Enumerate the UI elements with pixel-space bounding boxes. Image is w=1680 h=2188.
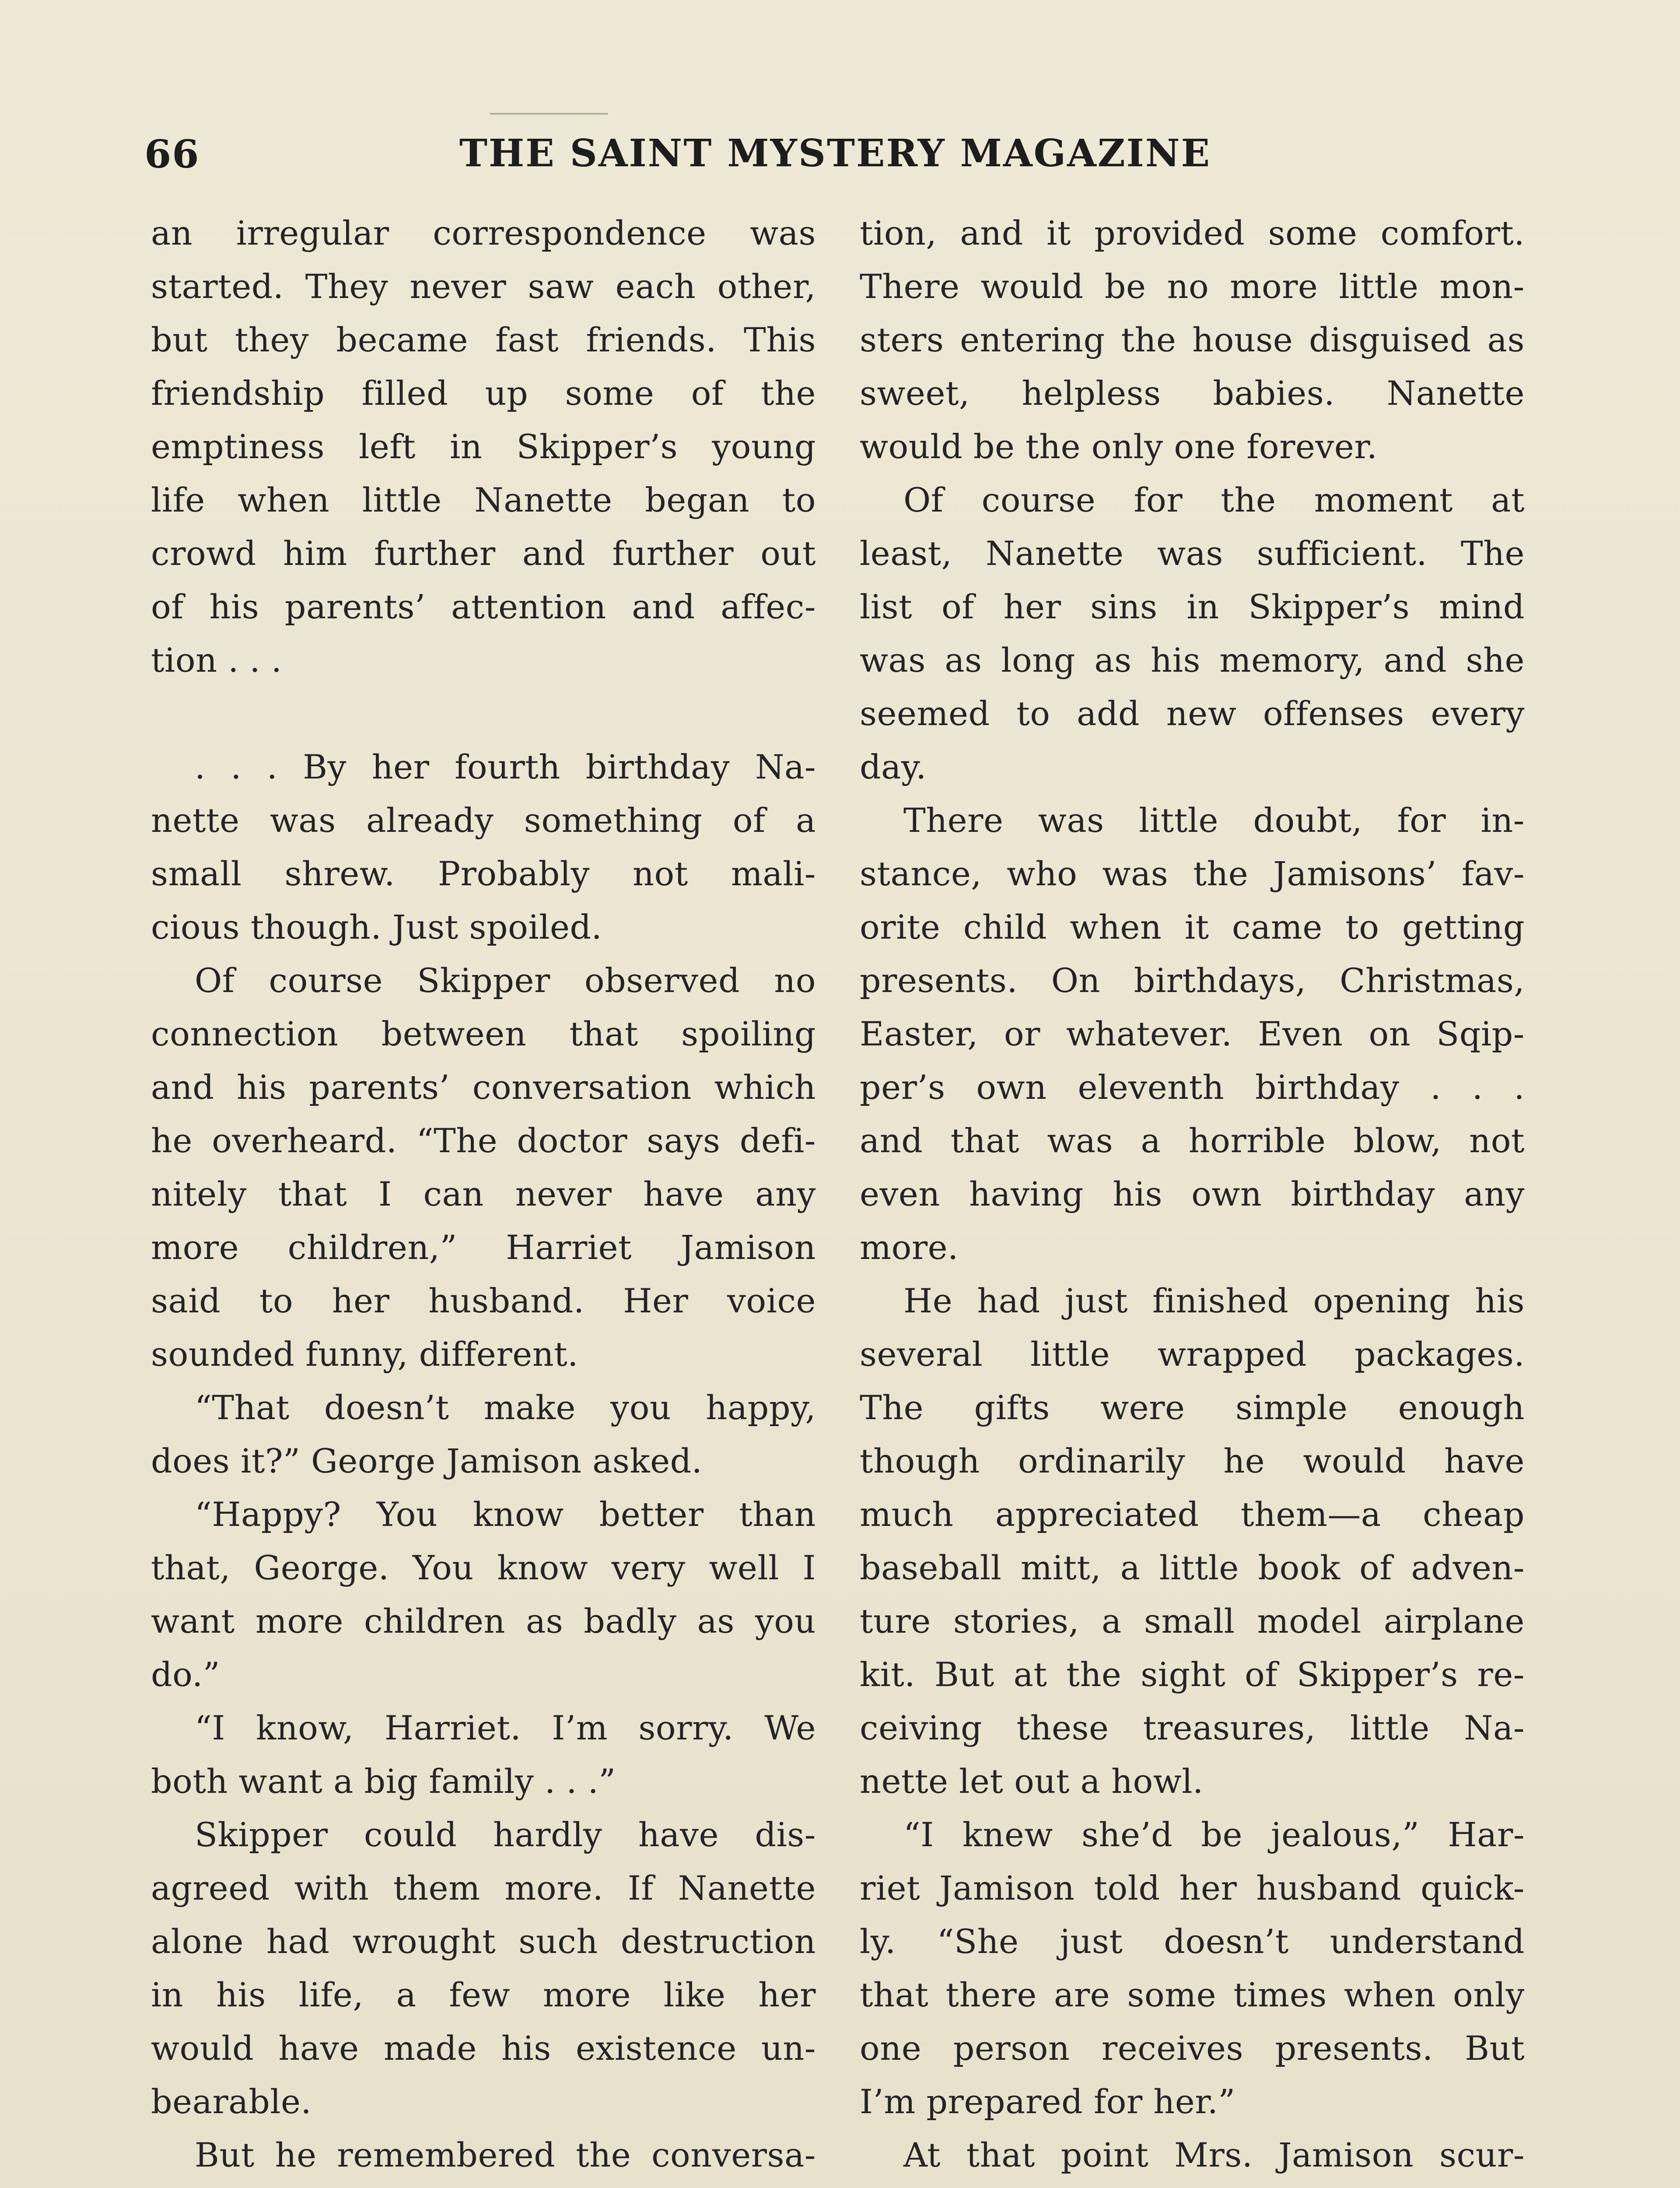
text-line: tion . . . — [151, 641, 282, 680]
text-line: life when little Nanette began to — [151, 480, 816, 519]
text-line: Skipper could hardly have dis- — [195, 1815, 816, 1854]
text-line: alone had wrought such destruction — [151, 1922, 816, 1961]
text-line: does it?” George Jamison asked. — [151, 1441, 703, 1480]
text-line: in his life, a few more like her — [151, 1975, 816, 2014]
top-rule — [490, 113, 608, 115]
page-number: 66 — [144, 131, 200, 177]
text-line: seemed to add new offenses every — [860, 694, 1525, 733]
text-line: At that point Mrs. Jamison scur- — [903, 2135, 1525, 2174]
text-line: started. They never saw each other, — [151, 267, 816, 306]
text-line: much appreciated them—a cheap — [860, 1495, 1525, 1534]
text-line: Of course for the moment at — [903, 480, 1525, 519]
magazine-title: THE SAINT MYSTERY MAGAZINE — [459, 131, 1211, 175]
text-line: friendship filled up some of the — [151, 374, 816, 413]
text-line: sweet, helpless babies. Nanette — [860, 374, 1525, 413]
text-line: least, Nanette was sufficient. The — [860, 534, 1525, 573]
text-line: “That doesn’t make you happy, — [195, 1388, 816, 1427]
text-line: but they became fast friends. This — [151, 320, 816, 359]
text-line: I’m prepared for her.” — [860, 2082, 1236, 2121]
text-line: stance, who was the Jamisons’ fav- — [860, 854, 1525, 893]
text-line: one person receives presents. But — [860, 2029, 1525, 2068]
text-line: He had just finished opening his — [903, 1281, 1525, 1320]
text-line: Easter, or whatever. Even on Sqip- — [860, 1014, 1525, 1053]
text-line: “I know, Harriet. I’m sorry. We — [195, 1708, 816, 1747]
text-line: and his parents’ conversation which — [151, 1068, 816, 1107]
text-line: sters entering the house disguised as — [860, 320, 1525, 359]
text-line: ture stories, a small model airplane — [860, 1602, 1525, 1641]
text-line: orite child when it came to getting — [860, 908, 1525, 947]
text-line: day. — [860, 747, 927, 786]
text-line: was as long as his memory, and she — [860, 641, 1525, 680]
text-line: per’s own eleventh birthday . . . — [860, 1068, 1525, 1107]
text-line: Of course Skipper observed no — [195, 961, 816, 1000]
text-line: nitely that I can never have any — [151, 1175, 816, 1213]
text-line: There was little doubt, for in- — [903, 801, 1525, 840]
text-line: riet Jamison told her husband quick- — [860, 1869, 1525, 1907]
text-line: several little wrapped packages. — [860, 1335, 1525, 1374]
text-line: both want a big family . . .” — [151, 1762, 616, 1801]
text-line: connection between that spoiling — [151, 1014, 816, 1053]
text-line: “Happy? You know better than — [195, 1495, 816, 1534]
text-line: crowd him further and further out — [151, 534, 816, 573]
text-line: nette let out a howl. — [860, 1762, 1204, 1801]
text-line: that, George. You know very well I — [151, 1548, 816, 1587]
page-header — [144, 131, 1527, 184]
text-line: emptiness left in Skipper’s young — [151, 427, 816, 466]
text-line: “I knew she’d be jealous,” Har- — [903, 1815, 1525, 1854]
text-line: more children,” Harriet Jamison — [151, 1228, 816, 1267]
left-column — [151, 207, 816, 2182]
text-line: baseball mitt, a little book of adven- — [860, 1548, 1525, 1587]
text-line: an irregular correspondence was — [151, 214, 816, 252]
text-line: said to her husband. Her voice — [151, 1281, 816, 1320]
blank-line — [151, 687, 816, 740]
text-line: want more children as badly as you — [151, 1602, 816, 1641]
text-line: of his parents’ attention and affec- — [151, 587, 816, 626]
right-column — [860, 207, 1525, 2182]
text-line: ly. “She just doesn’t understand — [860, 1922, 1525, 1961]
text-line: cious though. Just spoiled. — [151, 908, 602, 947]
text-line: There would be no more little mon- — [860, 267, 1525, 306]
text-line: tion, and it provided some comfort. — [860, 214, 1525, 252]
text-line: list of her sins in Skipper’s mind — [860, 587, 1525, 626]
text-line: . . . By her fourth birthday Na- — [195, 747, 816, 786]
text-line: ceiving these treasures, little Na- — [860, 1708, 1525, 1747]
text-line: would be the only one forever. — [860, 427, 1378, 466]
text-line: kit. But at the sight of Skipper’s re- — [860, 1655, 1525, 1694]
text-line: presents. On birthdays, Christmas, — [860, 961, 1525, 1000]
text-line: nette was already something of a — [151, 801, 816, 840]
text-line: that there are some times when only — [860, 1975, 1525, 2014]
text-line: do.” — [151, 1655, 220, 1694]
text-line: The gifts were simple enough — [860, 1388, 1525, 1427]
text-line: would have made his existence un- — [151, 2029, 816, 2068]
text-line: and that was a horrible blow, not — [860, 1121, 1525, 1160]
text-line: though ordinarily he would have — [860, 1441, 1525, 1480]
text-line: bearable. — [151, 2082, 312, 2121]
text-line: But he remembered the conversa- — [195, 2135, 816, 2174]
text-line: agreed with them more. If Nanette — [151, 1869, 816, 1907]
text-line: he overheard. “The doctor says defi- — [151, 1121, 816, 1160]
text-line: sounded funny, different. — [151, 1335, 578, 1374]
text-line: even having his own birthday any — [860, 1175, 1525, 1213]
text-line: more. — [860, 1228, 959, 1267]
text-line: small shrew. Probably not mali- — [151, 854, 816, 893]
